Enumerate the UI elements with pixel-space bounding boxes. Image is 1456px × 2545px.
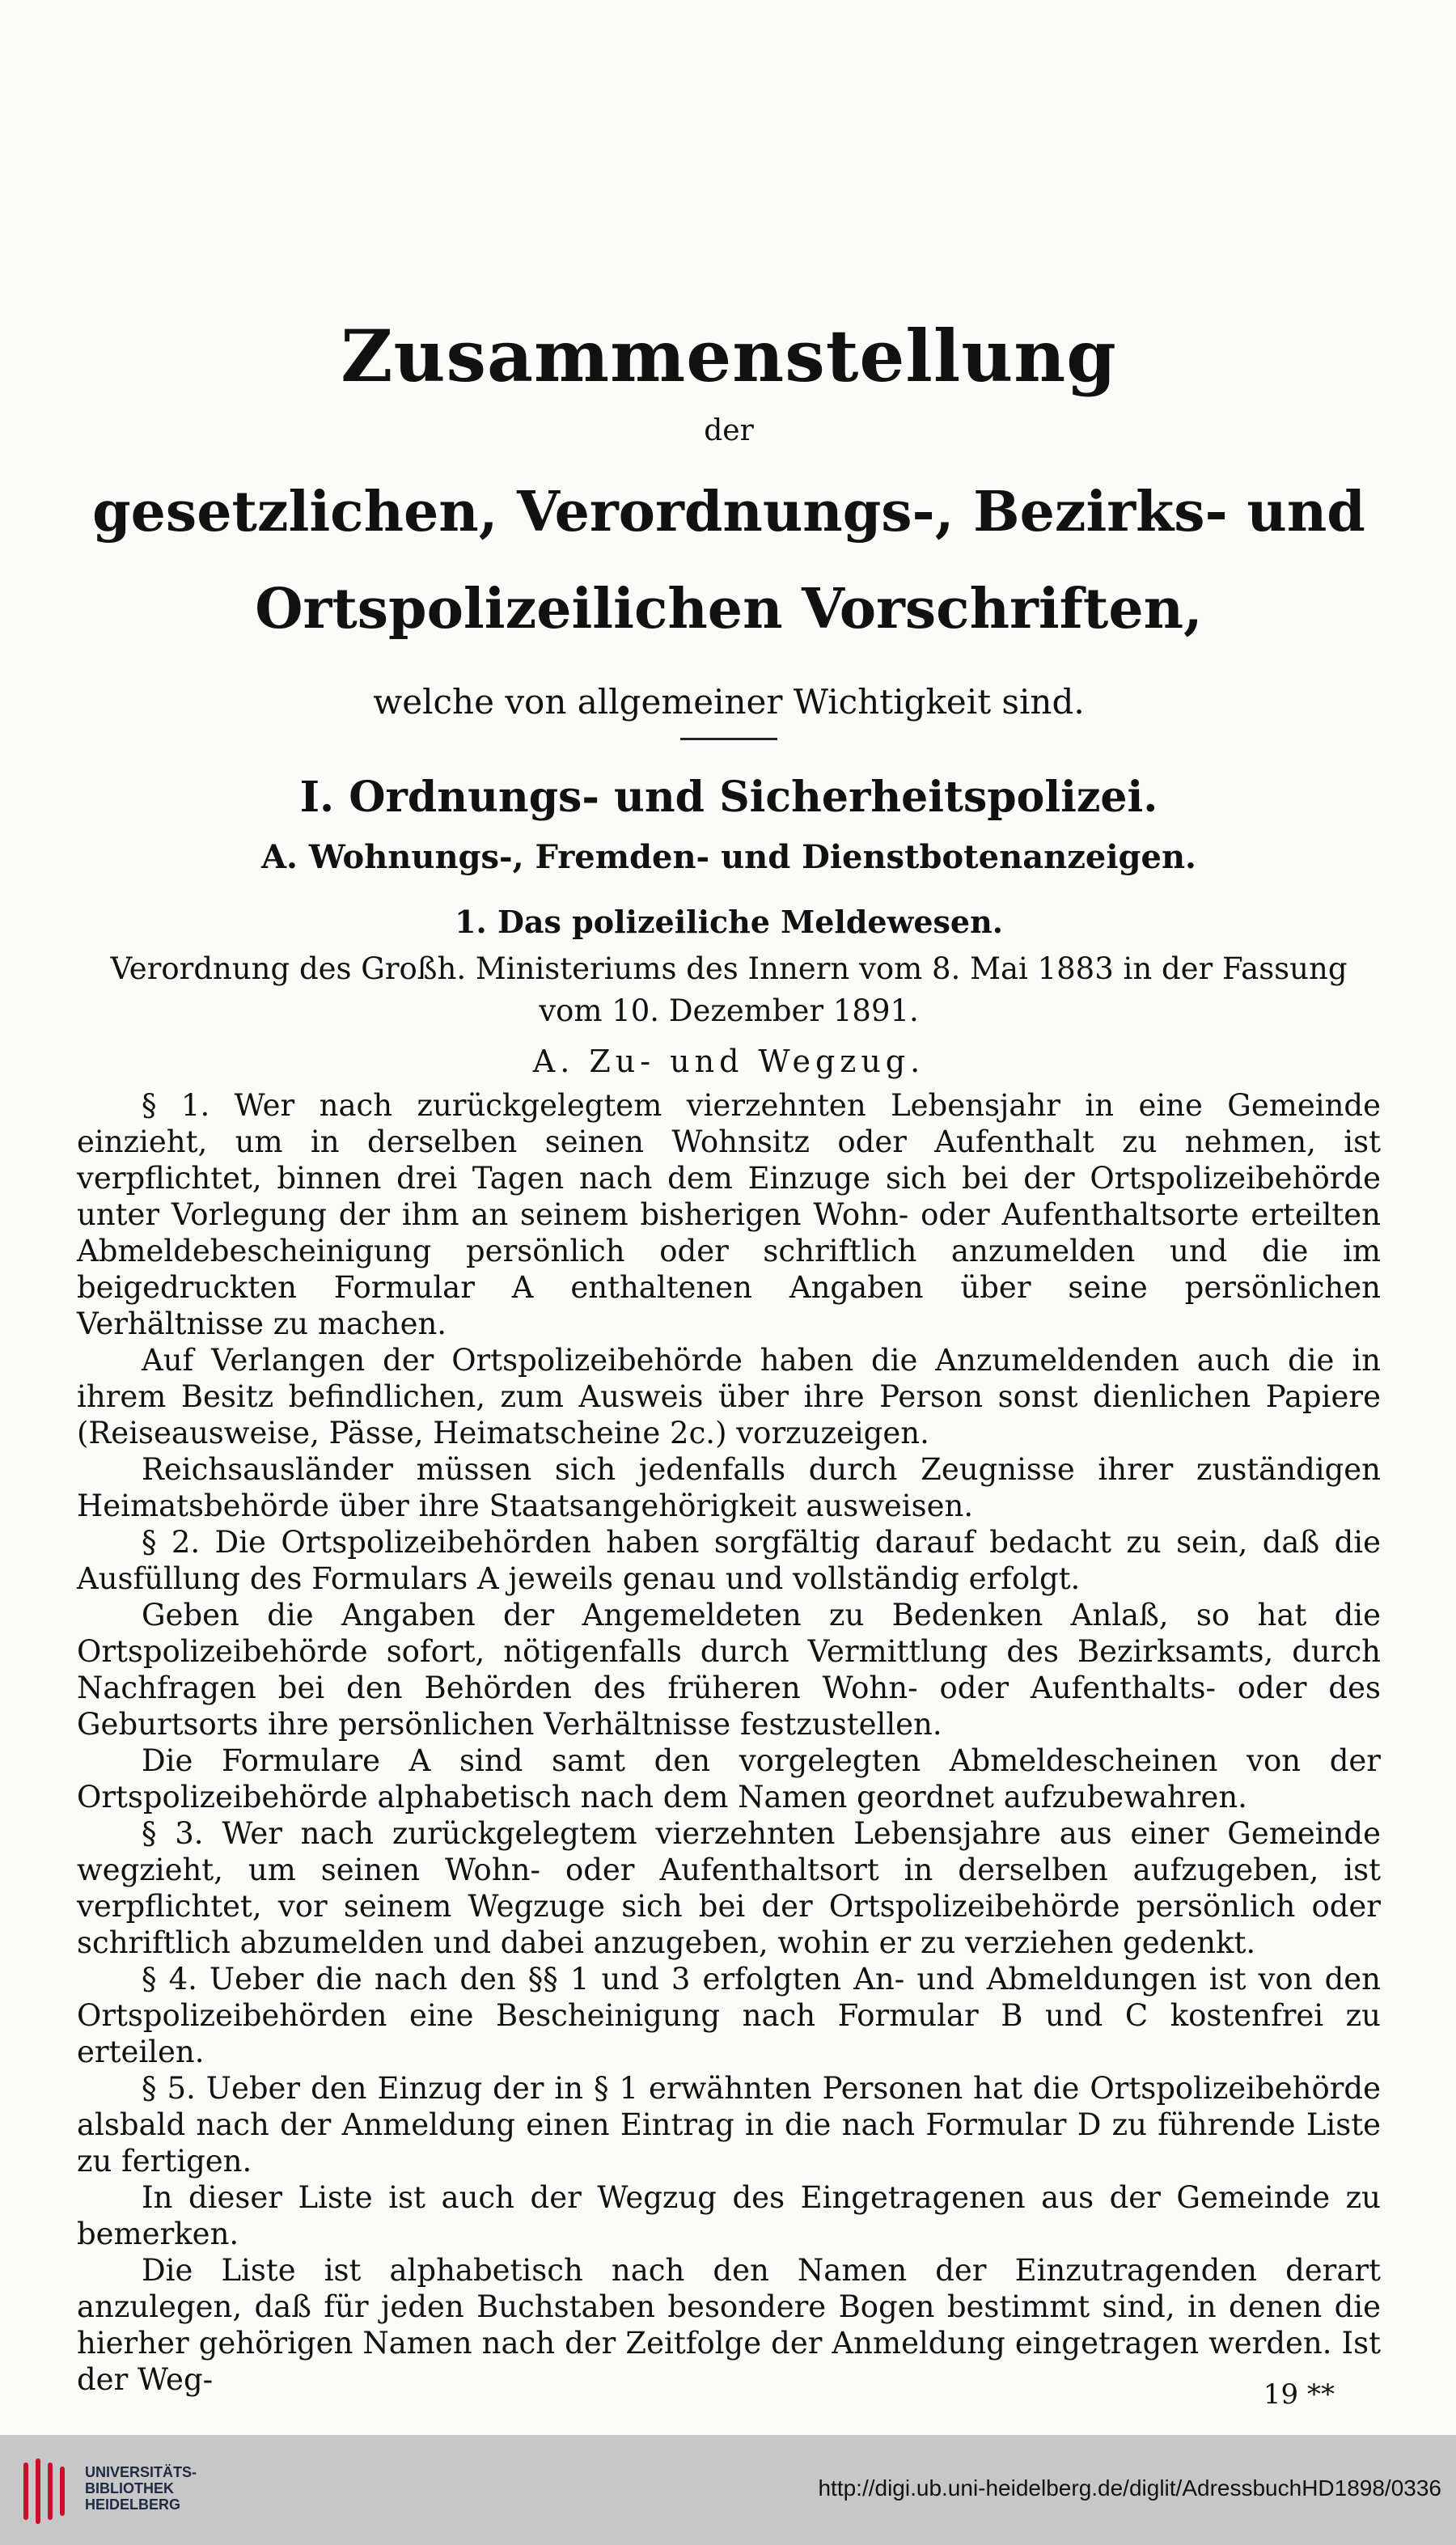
paragraph: Auf Verlangen der Ortspolizeibehörde haben die Anzumeldenden auch die in ihrem Besitz befindlichen, zum Ausweis über ihre Person sonst dienlichen Papiere (Reiseausweise, Pässe, Heimatscheine 2c.) vorzuzeigen. [77, 1343, 1381, 1450]
paragraph: § 3. Wer nach zurückgelegtem vierzehnten Lebensjahre aus einer Gemeinde wegzieht, um seinen Wohn- oder Aufenthaltsort in derselben aufzugeben, ist verpflichtet, vor seinem Wegzuge sich bei der Ortspolizeibehörde persönlich oder schriftlich abzumelden und dabei anzugeben, wohin er zu verziehen gedenkt. [77, 1816, 1381, 1960]
document-title: Zusammenstellung [341, 314, 1117, 398]
title-connector: der [704, 414, 754, 447]
library-name: UNIVERSITÄTS- BIBLIOTHEK HEIDELBERG [85, 2464, 197, 2513]
paragraph: Die Liste ist alphabetisch nach den Namen der Einzutragenden derart anzulegen, daß für jeden Buchstaben besondere Bogen bestimmt sind, in denen die hierher gehörigen Namen nach der Zeitfolge der Anmeldung eingetragen werden. Ist der Weg- [77, 2253, 1381, 2397]
document-content [77, 307, 1381, 2398]
page-number: 19 ** [1263, 2378, 1335, 2411]
heading-3: 1. Das polizeiliche Meldewesen. [455, 904, 1003, 940]
section-heading: A. Zu- und Wegzug. [532, 1044, 925, 1079]
subtitle-note: welche von allgemeiner Wichtigkeit sind. [373, 682, 1085, 722]
subtitle-line-1: gesetzlichen, Verordnungs-, Bezirks- und [92, 480, 1365, 544]
heading-2: A. Wohnungs-, Fremden- und Dienstbotenanzeigen. [261, 838, 1196, 876]
ordinance-reference: Verordnung des Großh. Ministeriums des Innern vom 8. Mai 1883 in der Fassung vom 10. Dezember 1891. [110, 951, 1348, 1028]
paragraph: § 2. Die Ortspolizeibehörden haben sorgfältig darauf bedacht zu sein, daß die Ausfüllung des Formulars A jeweils genau und vollständig erfolgt. [77, 1525, 1381, 1596]
paragraph: In dieser Liste ist auch der Wegzug des Eingetragenen aus der Gemeinde zu bemerken. [77, 2180, 1381, 2251]
paragraph: § 4. Ueber die nach den §§ 1 und 3 erfolgten An- und Abmeldungen ist von den Ortspolizeibehörden eine Bescheinigung nach Formular B und C kostenfrei zu erteilen. [77, 1962, 1381, 2069]
heading-1: I. Ordnungs- und Sicherheitspolizei. [299, 773, 1158, 822]
paragraph: Reichsausländer müssen sich jedenfalls durch Zeugnisse ihrer zuständigen Heimatsbehörde über ihre Staatsangehörigkeit ausweisen. [77, 1452, 1381, 1523]
divider [680, 738, 777, 740]
paragraph: § 1. Wer nach zurückgelegtem vierzehnten Lebensjahr in eine Gemeinde einzieht, um in derselben seinen Wohnsitz oder Aufenthalt zu nehmen, ist verpflichtet, binnen drei Tagen nach dem Einzuge sich bei der Ortspolizeibehörde unter Vorlegung der ihm an seinem bisherigen Wohn- oder Aufenthaltsorte erteilten Abmeldebescheinigung persönlich oder schriftlich anzumelden und die im beigedruckten Formular A enthaltenen Angaben über seine persönlichen Verhältnisse zu machen. [77, 1088, 1381, 1341]
paragraph: Die Formulare A sind samt den vorgelegten Abmeldescheinen von der Ortspolizeibehörde alphabetisch nach dem Namen geordnet aufzubewahren. [77, 1743, 1381, 1815]
subtitle-line-2: Ortspolizeilichen Vorschriften, [255, 577, 1203, 642]
source-url-link[interactable]: http://digi.ub.uni-heidelberg.de/diglit/AdressbuchHD1898/0336 [818, 2475, 1441, 2501]
university-logo-icon [18, 2453, 74, 2526]
paragraph: § 5. Ueber den Einzug der in § 1 erwähnten Personen hat die Ortspolizeibehörde alsbald nach der Anmeldung einen Eintrag in die nach Formular D zu führende Liste zu fertigen. [77, 2071, 1381, 2179]
footer-bar [0, 2435, 1456, 2545]
paragraph: Geben die Angaben der Angemeldeten zu Bedenken Anlaß, so hat die Ortspolizeibehörde sofort, nötigenfalls durch Vermittlung des Bezirksamts, durch Nachfragen bei den Behörden des früheren Wohn- oder Aufenthalts- oder des Geburtsorts ihre persönlichen Verhältnisse festzustellen. [77, 1598, 1381, 1742]
